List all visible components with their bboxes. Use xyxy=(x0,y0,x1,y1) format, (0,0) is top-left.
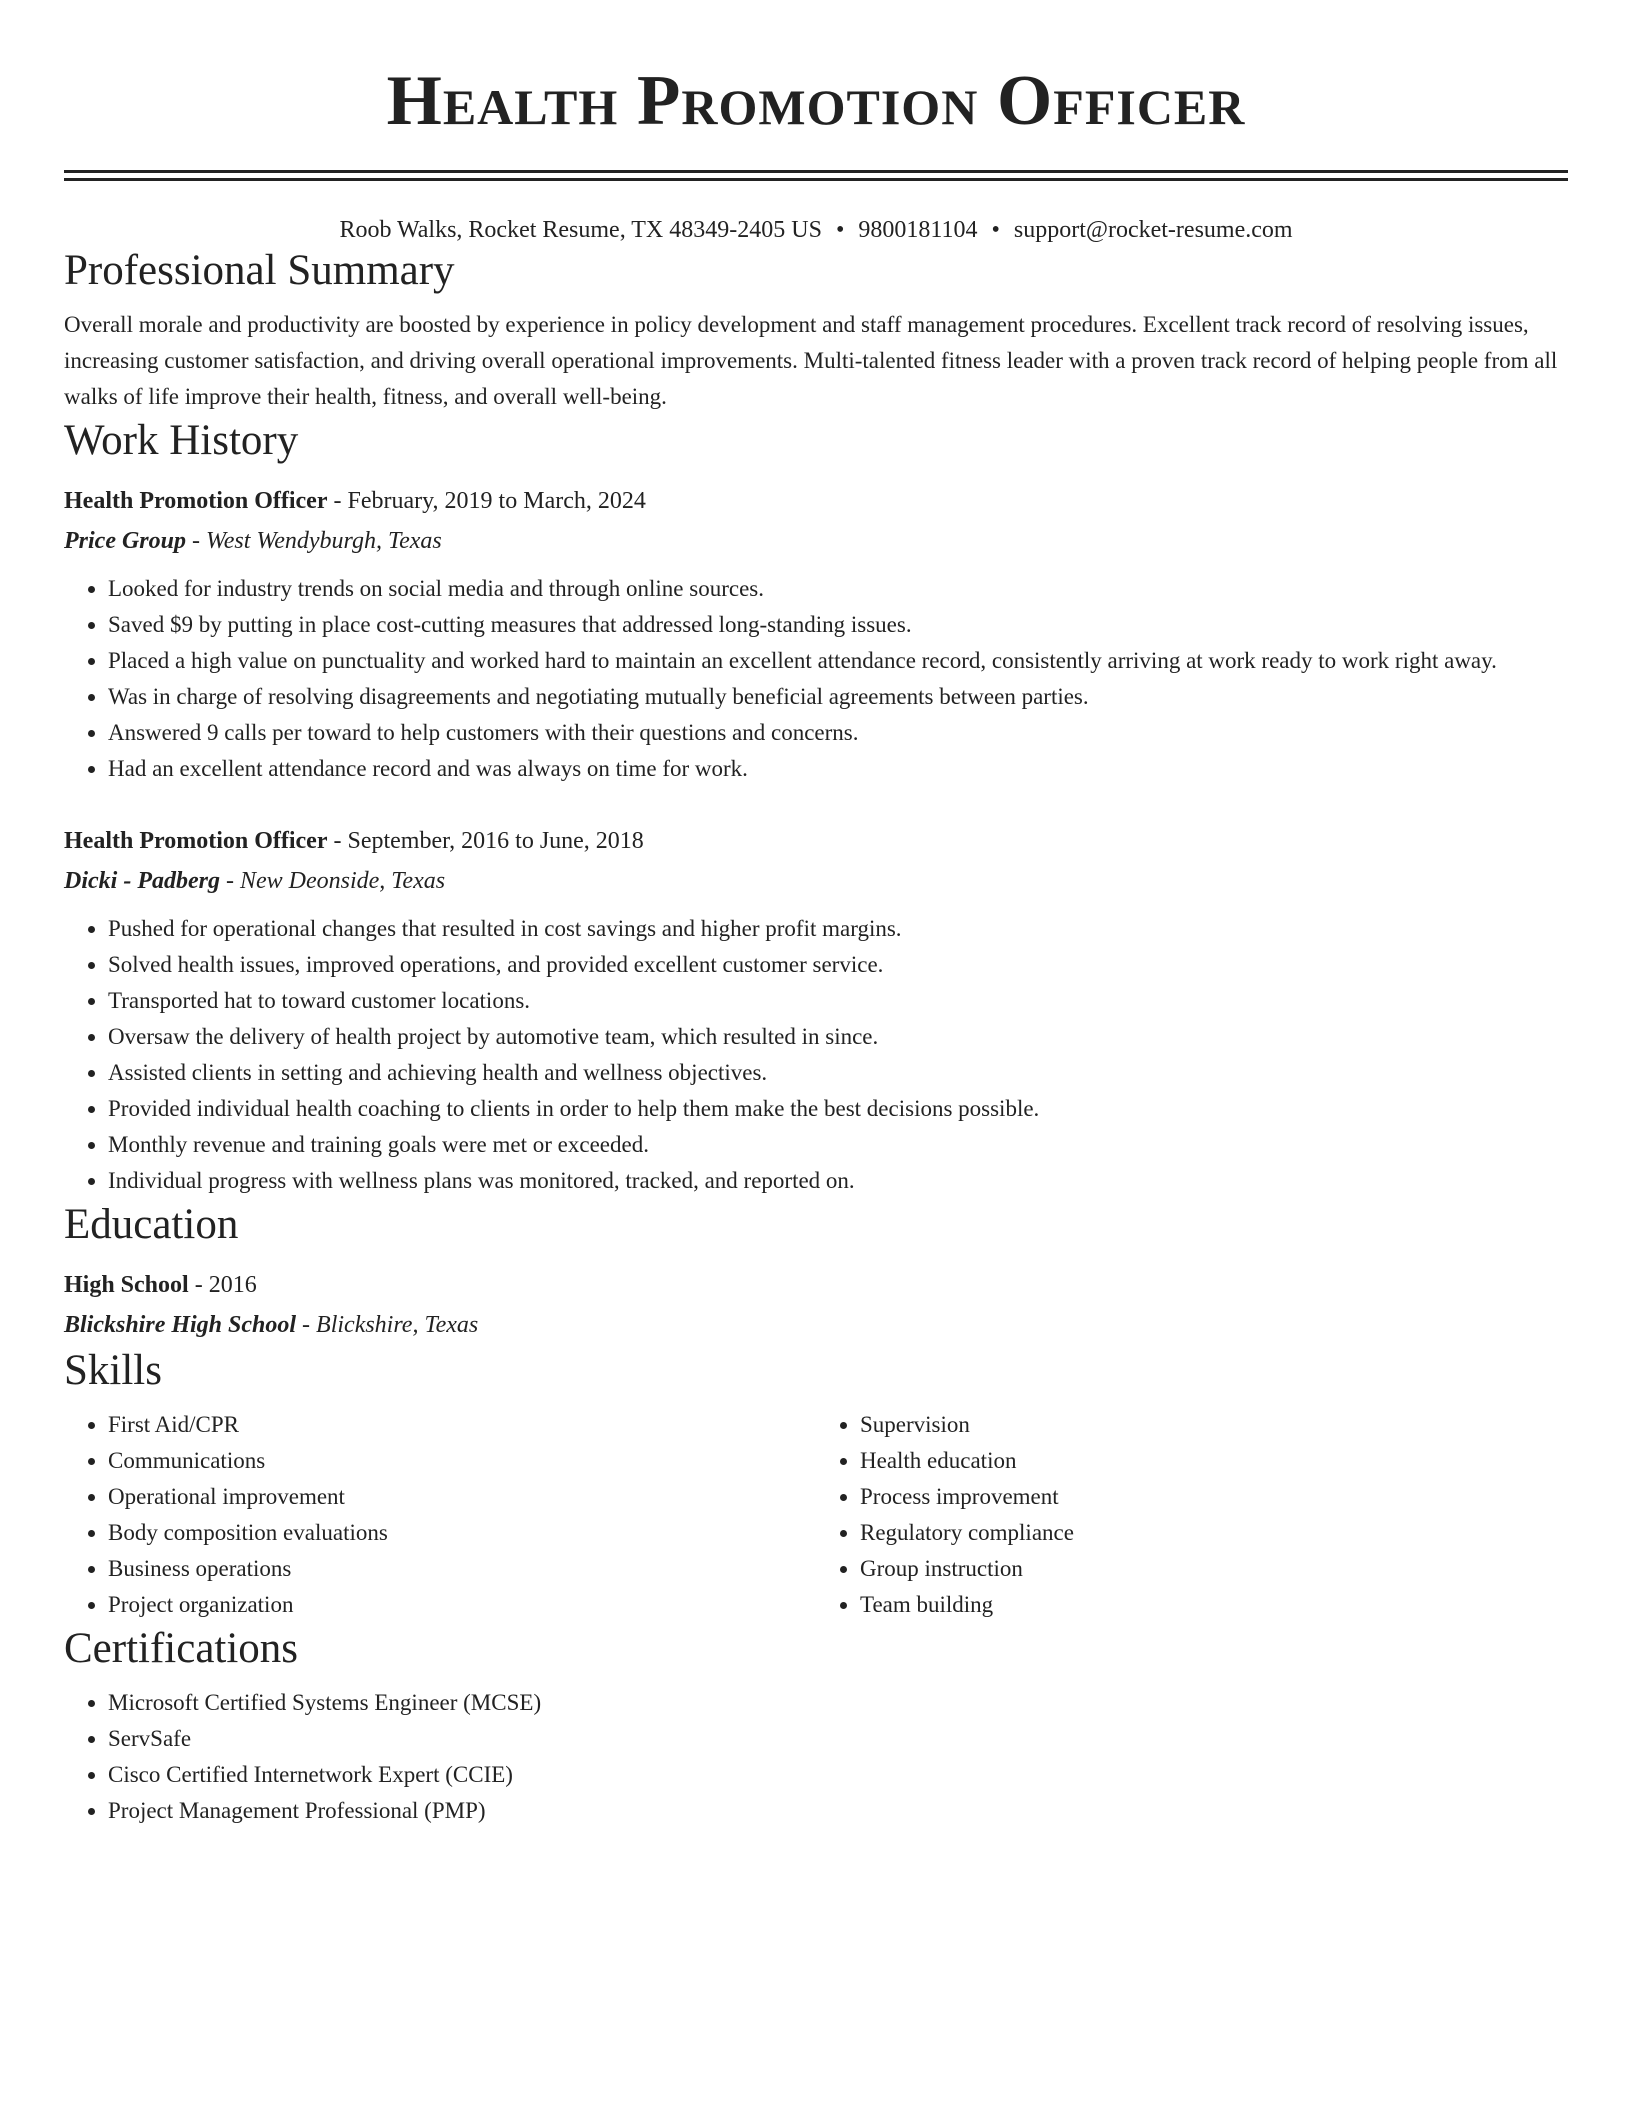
skills-left-list xyxy=(64,1407,816,1623)
list-item: • Operational improvement xyxy=(108,1479,816,1515)
list-item: • Placed a high value on punctuality and worked hard to maintain an excellent attendance record, consistently arriving at work ready to work right away. xyxy=(108,643,1568,679)
list-item: • Was in charge of resolving disagreements and negotiating mutually beneficial agreements between parties. xyxy=(108,679,1568,715)
education-heading: Education xyxy=(64,1201,239,1248)
school-name: Blickshire High School xyxy=(64,1312,297,1338)
list-item: • Cisco Certified Internetwork Expert (CCIE) xyxy=(108,1757,1568,1793)
list-item: • Regulatory compliance xyxy=(860,1515,1568,1551)
list-item: • Supervision xyxy=(860,1407,1568,1443)
job-entry xyxy=(64,821,1568,1199)
list-item: • Individual progress with wellness plans was monitored, tracked, and reported on. xyxy=(108,1163,1568,1199)
list-item: • First Aid/CPR xyxy=(108,1407,816,1443)
contact-separator: • xyxy=(835,217,845,243)
school-line xyxy=(64,1305,1568,1345)
list-item: • Process improvement xyxy=(860,1479,1568,1515)
list-item: • Transported hat to toward customer locations. xyxy=(108,983,1568,1019)
certifications-heading: Certifications xyxy=(64,1625,299,1672)
contact-line xyxy=(64,215,1568,245)
job-bullets xyxy=(64,571,1568,787)
job-title: Health Promotion Officer xyxy=(64,488,328,514)
list-item: • Answered 9 calls per toward to help customers with their questions and concerns. xyxy=(108,715,1568,751)
list-item: • Team building xyxy=(860,1587,1568,1623)
summary-text: Overall morale and productivity are boosted by experience in policy development and staff management procedures. Excellent track record of resolving issues, increasing customer satisfaction, and driving overall operational improvements. Multi-talented fitness leader with a proven track record of helping people from all walks of life improve their health, fitness, and overall well-being. xyxy=(64,312,1558,409)
list-item: • Pushed for operational changes that resulted in cost savings and higher profit margins. xyxy=(108,911,1568,947)
job-dates: - September, 2016 to June, 2018 xyxy=(327,828,644,854)
company-line xyxy=(64,861,1568,901)
list-item: • Provided individual health coaching to clients in order to help them make the best decisions possible. xyxy=(108,1091,1568,1127)
contact-address: Roob Walks, Rocket Resume, TX 48349-2405 US xyxy=(339,217,822,243)
list-item: • Health education xyxy=(860,1443,1568,1479)
list-item: • Communications xyxy=(108,1443,816,1479)
company-name: Dicki - Padberg xyxy=(64,868,220,894)
job-title-line xyxy=(64,481,1568,521)
contact-separator: • xyxy=(991,217,1000,243)
list-item: • Looked for industry trends on social media and through online sources. xyxy=(108,571,1568,607)
skills-right-list xyxy=(816,1407,1568,1623)
job-title: Health Promotion Officer xyxy=(64,828,328,854)
job-title-line xyxy=(64,821,1568,861)
resume-title: Health Promotion Officer xyxy=(386,62,1246,140)
list-item: • Group instruction xyxy=(860,1551,1568,1587)
list-item: • Microsoft Certified Systems Engineer (MCSE) xyxy=(108,1685,1568,1721)
certifications-list xyxy=(64,1685,1568,1829)
list-item: • Assisted clients in setting and achieving health and wellness objectives. xyxy=(108,1055,1568,1091)
skills-columns xyxy=(64,1407,1568,1623)
list-item: • Saved $9 by putting in place cost-cutting measures that addressed long-standing issues. xyxy=(108,607,1568,643)
list-item: • Solved health issues, improved operations, and provided excellent customer service. xyxy=(108,947,1568,983)
degree-name: High School xyxy=(64,1272,189,1298)
degree-line xyxy=(64,1265,1568,1305)
list-item: • Monthly revenue and training goals were met or exceeded. xyxy=(108,1127,1568,1163)
list-item: • Oversaw the delivery of health project by automotive team, which resulted in since. xyxy=(108,1019,1568,1055)
list-item: • Business operations xyxy=(108,1551,816,1587)
degree-year: - 2016 xyxy=(188,1272,257,1298)
job-bullets xyxy=(64,911,1568,1199)
company-line xyxy=(64,521,1568,561)
list-item: • Body composition evaluations xyxy=(108,1515,816,1551)
company-name: Price Group xyxy=(64,528,186,554)
contact-phone: 9800181104 xyxy=(858,217,978,243)
company-location: - New Deonside, Texas xyxy=(219,868,446,894)
job-dates: - February, 2019 to March, 2024 xyxy=(327,488,646,514)
work-history-heading: Work History xyxy=(64,417,299,464)
skills-heading: Skills xyxy=(64,1347,162,1394)
contact-email: support@rocket-resume.com xyxy=(1013,217,1293,243)
list-item: • Project organization xyxy=(108,1587,816,1623)
summary-heading: Professional Summary xyxy=(64,247,455,294)
school-location: - Blickshire, Texas xyxy=(296,1312,479,1338)
list-item: • Project Management Professional (PMP) xyxy=(108,1793,1568,1829)
company-location: - West Wendyburgh, Texas xyxy=(186,528,442,554)
education-entry xyxy=(64,1265,1568,1345)
list-item: • ServSafe xyxy=(108,1721,1568,1757)
job-entry xyxy=(64,481,1568,787)
list-item: • Had an excellent attendance record and was always on time for work. xyxy=(108,751,1568,787)
title-double-rule xyxy=(64,170,1568,181)
